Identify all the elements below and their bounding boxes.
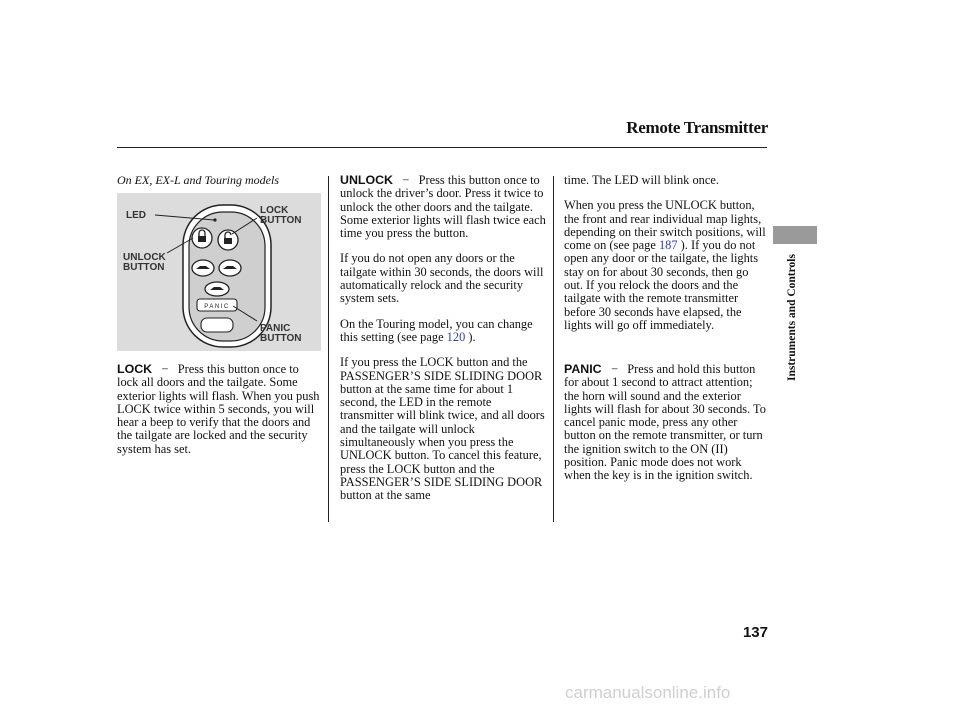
unlock-heading: UNLOCK <box>340 173 393 187</box>
lock-description: Press this button once to lock all doors and the tailgate. Some exterior lights will flash. When you push LOCK twice within 5 seconds, you will hear a beep to verify that the doors and the tailgate are locked and the security system has set. <box>117 362 320 456</box>
panic-button-text: PANIC <box>204 304 230 310</box>
section-tab-marker <box>773 226 817 244</box>
lock-section <box>117 363 323 468</box>
lock-dash: − <box>161 362 169 376</box>
column-divider-left <box>328 176 329 522</box>
continued-paragraph-2-end: ). If you do not open any door or the tailgate, the lights stay on for about 30 seconds, then go out. If you relock the doors and the tailgate with the remote transmitter before 30 seconds have elapsed, the lights will go off immediately. <box>564 238 759 332</box>
panic-button-callout-line1: PANIC <box>260 323 291 334</box>
unlock-button-callout <box>123 253 166 273</box>
panic-button-callout <box>260 324 301 344</box>
page-187-link[interactable]: 187 <box>658 238 678 253</box>
panic-section <box>564 363 770 495</box>
panic-dash: − <box>610 362 618 376</box>
unlock-paragraph-3: On the Touring model, you can change this setting (see page <box>340 316 533 344</box>
unlock-paragraph-1: Press this button once to unlock the driver’s door. Press it twice to unlock the other doors and the tailgate. Some exterior lights will flash twice each time you press the button. <box>340 173 546 241</box>
header-rule <box>117 147 767 148</box>
unlock-button-callout-line1: UNLOCK <box>123 252 166 263</box>
panic-button-callout-line2: BUTTON <box>260 333 302 344</box>
led-callout: LED <box>126 210 146 221</box>
unlock-dash: − <box>402 173 410 187</box>
section-tab-label: Instruments and Controls <box>786 254 798 381</box>
unlock-paragraph-4: If you press the LOCK button and the PASSENGER’S SIDE SLIDING DOOR button at the same time for about 1 second, the LED in the remote transmitter will blink twice, and all doors and the tailgate will unlock simultaneously when you press the UNLOCK button. To cancel this feature, press the LOCK button and the PASSENGER’S SIDE SLIDING DOOR button at the same <box>340 355 545 503</box>
unlock-paragraph-2: If you do not open any doors or the tailgate within 30 seconds, the doors will automatically relock and the security system sets. <box>340 251 544 306</box>
lock-button-callout-line2: BUTTON <box>260 215 302 226</box>
continued-paragraph-2: When you press the UNLOCK button, the front and rear individual map lights, depending on their switch positions, will come on (see page <box>564 198 766 253</box>
unlock-section <box>340 174 546 515</box>
lock-button-callout-line1: LOCK <box>260 205 289 216</box>
figure-caption: On EX, EX-L and Touring models <box>117 173 280 187</box>
lock-heading: LOCK <box>117 362 153 376</box>
page-title: Remote Transmitter <box>626 118 768 137</box>
page-number: 137 <box>742 624 768 641</box>
column-divider-right <box>553 176 554 522</box>
panic-description: Press and hold this button for about 1 second to attract attention; the horn will sound and the exterior lights will flash for about 30 seconds. To cancel panic mode, press any other button on the remote transmitter, or turn the ignition switch to the ON (II) position. Panic mode does not work when the key is in the ignition switch. <box>564 362 766 483</box>
unlock-button-callout-line2: BUTTON <box>123 262 165 273</box>
continued-paragraph-1: time. The LED will blink once. <box>564 173 719 187</box>
panic-heading: PANIC <box>564 362 602 376</box>
page-120-link[interactable]: 120 <box>446 329 466 344</box>
watermark: carmanualsonline.info <box>565 683 731 702</box>
lock-button-callout <box>260 206 301 226</box>
unlock-paragraph-3-end: ). <box>465 329 476 344</box>
continued-section <box>564 174 770 344</box>
remote-transmitter-figure <box>117 193 321 351</box>
